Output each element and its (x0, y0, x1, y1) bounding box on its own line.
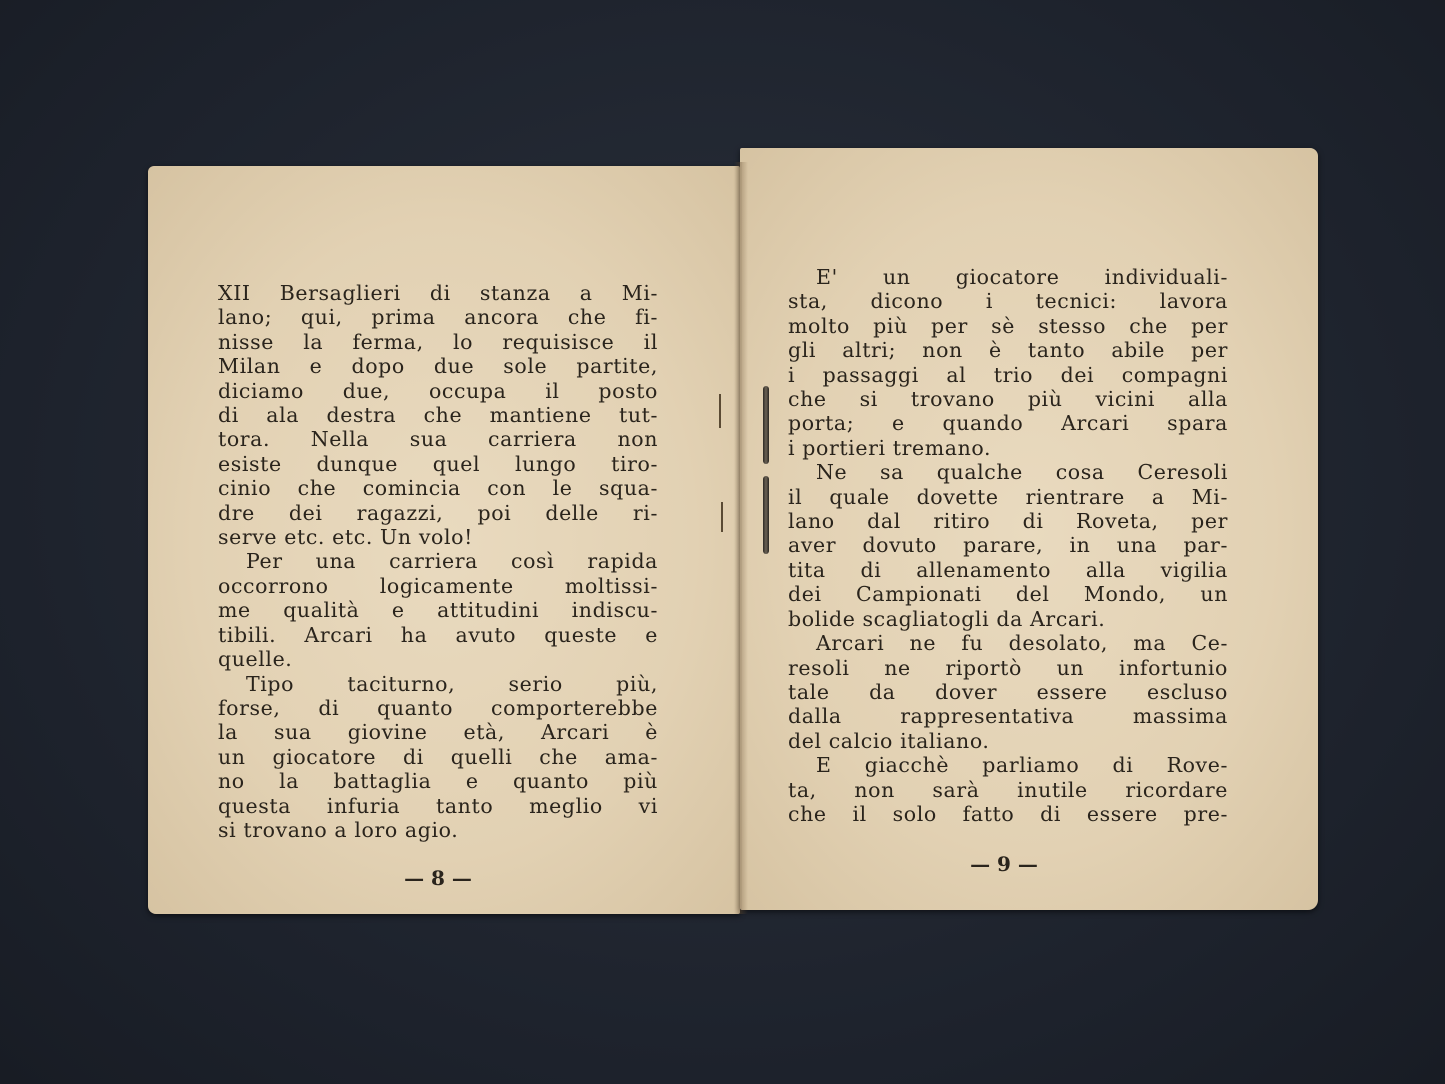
text-line: Ne sa qualche cosa Ceresoli (816, 460, 1228, 485)
text-line: dei Campionati del Mondo, un (788, 582, 1228, 607)
staple (763, 386, 769, 464)
text-line: nisse la ferma, lo requisisce il (218, 329, 658, 354)
text-line: esiste dunque quel lungo tiro- (218, 451, 658, 476)
text-line: dalla rappresentativa massima (788, 704, 1228, 729)
text-line: porta; e quando Arcari spara (788, 411, 1228, 436)
text-line: forse, di quanto comporterebbe (218, 695, 658, 720)
text-line: di ala destra che mantiene tut- (218, 403, 658, 428)
text-line: resoli ne riportò un infortunio (788, 655, 1228, 680)
text-line: molto più per sè stesso che per (788, 313, 1228, 338)
text-line: lano dal ritiro di Roveta, per (788, 509, 1228, 534)
text-line: gli altri; non è tanto abile per (788, 338, 1228, 363)
text-line: bolide scagliatogli da Arcari. (788, 606, 1106, 631)
text-line: sta, dicono i tecnici: lavora (788, 289, 1228, 314)
page-number: — 9 — (970, 852, 1038, 876)
text-line: ta, non sarà inutile ricordare (788, 777, 1228, 802)
text-line: cinio che comincia con le squa- (218, 476, 658, 501)
text-line: lano; qui, prima ancora che fi- (218, 305, 658, 330)
text-line: E' un giocatore individuali- (816, 265, 1228, 289)
text-line: Tipo taciturno, serio più, (246, 671, 658, 696)
text-line: tale da dover essere escluso (788, 679, 1228, 704)
text-line: Arcari ne fu desolato, ma Ce- (816, 631, 1228, 656)
text-line: questa infuria tanto meglio vi (218, 793, 658, 818)
text-line: i passaggi al trio dei compagni (788, 362, 1228, 387)
text-line: me qualità e attitudini indiscu- (218, 598, 658, 623)
page-number: — 8 — (404, 866, 472, 890)
text-line: del calcio italiano. (788, 728, 990, 753)
text-line: che il solo fatto di essere pre- (788, 801, 1228, 826)
text-line: XII Bersaglieri di stanza a Mi- (218, 281, 658, 305)
text-line: no la battaglia e quanto più (218, 769, 658, 794)
text-line: i portieri tremano. (788, 435, 992, 460)
left-page-text (218, 281, 658, 842)
text-line: diciamo due, occupa il posto (218, 378, 658, 403)
text-line: dre dei ragazzi, poi delle ri- (218, 500, 658, 525)
staple-hole-mark (721, 502, 723, 532)
text-line: Milan e dopo due sole partite, (218, 354, 658, 379)
text-line: il quale dovette rientrare a Mi- (788, 484, 1228, 509)
text-line: un giocatore di quelli che ama- (218, 744, 658, 769)
text-line: si trovano a loro agio. (218, 817, 459, 842)
binding-gutter (734, 162, 748, 914)
text-line: Per una carriera così rapida (246, 549, 658, 574)
text-line: la sua giovine età, Arcari è (218, 720, 658, 745)
staple-hole-mark (719, 394, 721, 428)
open-booklet (148, 142, 1320, 922)
right-page (740, 148, 1318, 910)
left-page (148, 166, 740, 914)
text-line: E giacchè parliamo di Rove- (816, 753, 1228, 778)
text-line: tita di allenamento alla vigilia (788, 557, 1228, 582)
text-line: che si trovano più vicini alla (788, 387, 1228, 412)
text-line: occorrono logicamente moltissi- (218, 573, 658, 598)
text-line: tora. Nella sua carriera non (218, 427, 658, 452)
text-line: aver dovuto parare, in una par- (788, 533, 1228, 558)
staple (763, 476, 769, 554)
right-page-text (788, 265, 1228, 826)
text-line: quelle. (218, 647, 293, 672)
text-line: serve etc. etc. Un volo! (218, 525, 473, 550)
text-line: tibili. Arcari ha avuto queste e (218, 622, 658, 647)
